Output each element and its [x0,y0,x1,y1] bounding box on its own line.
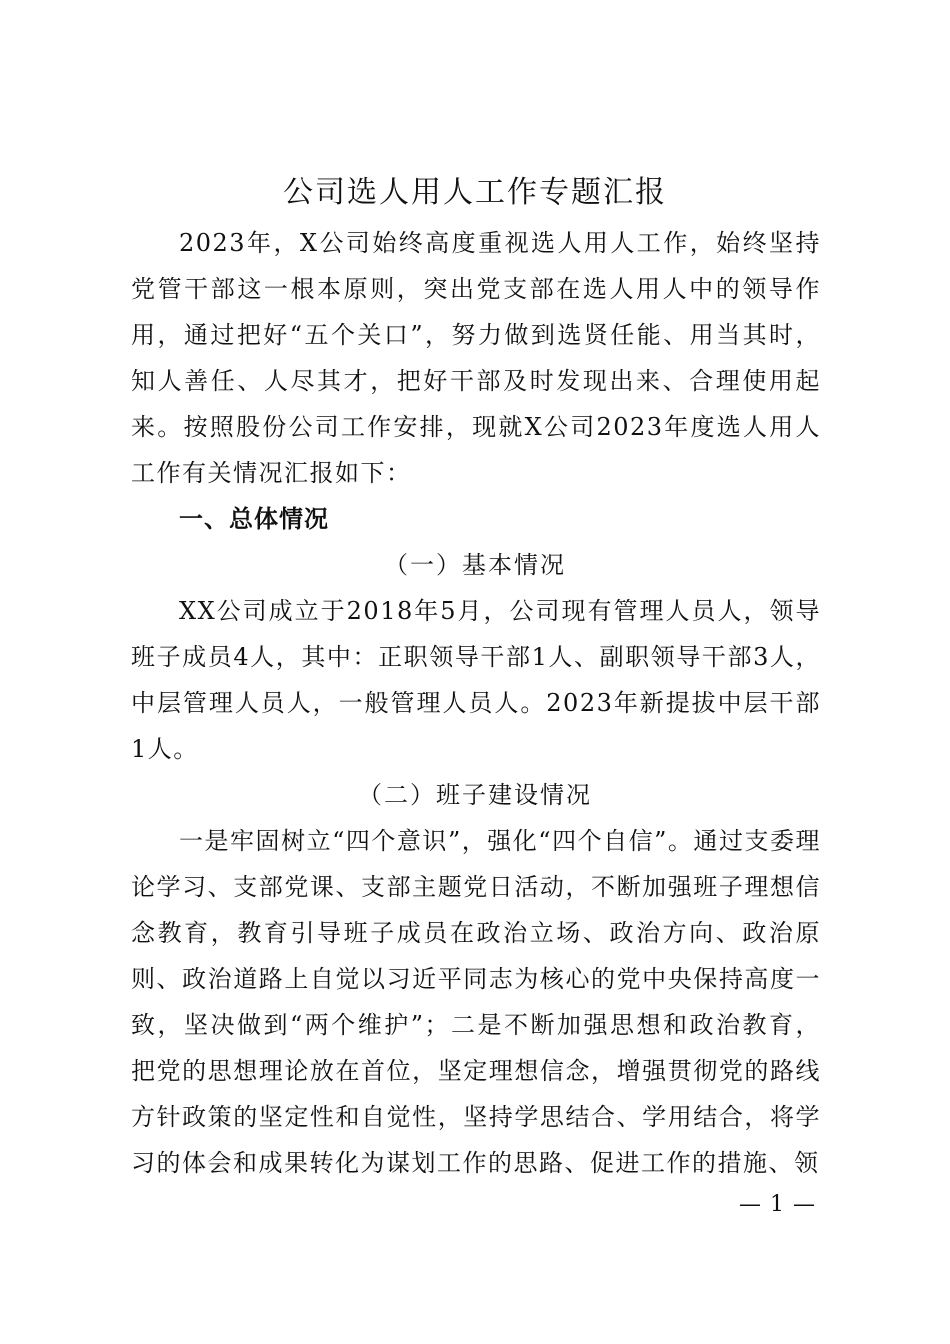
document-title: 公司选人用人工作专题汇报 [283,175,667,210]
page-number: — 1 — [739,1192,816,1217]
section-heading-overall: 一、总体情况 [179,505,329,533]
intro-paragraph: 2023年，X公司始终高度重视选人用人工作，始终坚持党管干部这一根本原则，突出党支部在选人用人中的领导作用，通过把好“五个关口”，努力做到选贤任能、用当其时，知人善任、人尽其才，把好干部及时发现出来、合理使用起来。按照股份公司工作安排，现就X公司2023年度选人用人工作有关情况汇报如下： [131,229,821,487]
subsection-heading-basic: （一）基本情况 [384,551,566,579]
team-building-paragraph: 一是牢固树立“四个意识”，强化“四个自信”。通过支委理论学习、支部党课、支部主题党日活动，不断加强班子理想信念教育，教育引导班子成员在政治立场、政治方向、政治原则、政治道路上自觉以习近平同志为核心的党中央保持高度一致，坚决做到“两个维护”；二是不断加强思想和政治教育，把党的思想理论放在首位，坚定理想信念，增强贯彻党的路线方针政策的坚定性和自觉性，坚持学思结合、学用结合，将学习的体会和成果转化为谋划工作的思路、促进工作的措施、领 [131,827,821,1177]
basic-info-paragraph: XX公司成立于2018年5月，公司现有管理人员人，领导班子成员4人，其中：正职领导干部1人、副职领导干部3人，中层管理人员人，一般管理人员人。2023年新提拔中层干部1人。 [131,597,821,763]
subsection-heading-team: （二）班子建设情况 [358,781,592,809]
